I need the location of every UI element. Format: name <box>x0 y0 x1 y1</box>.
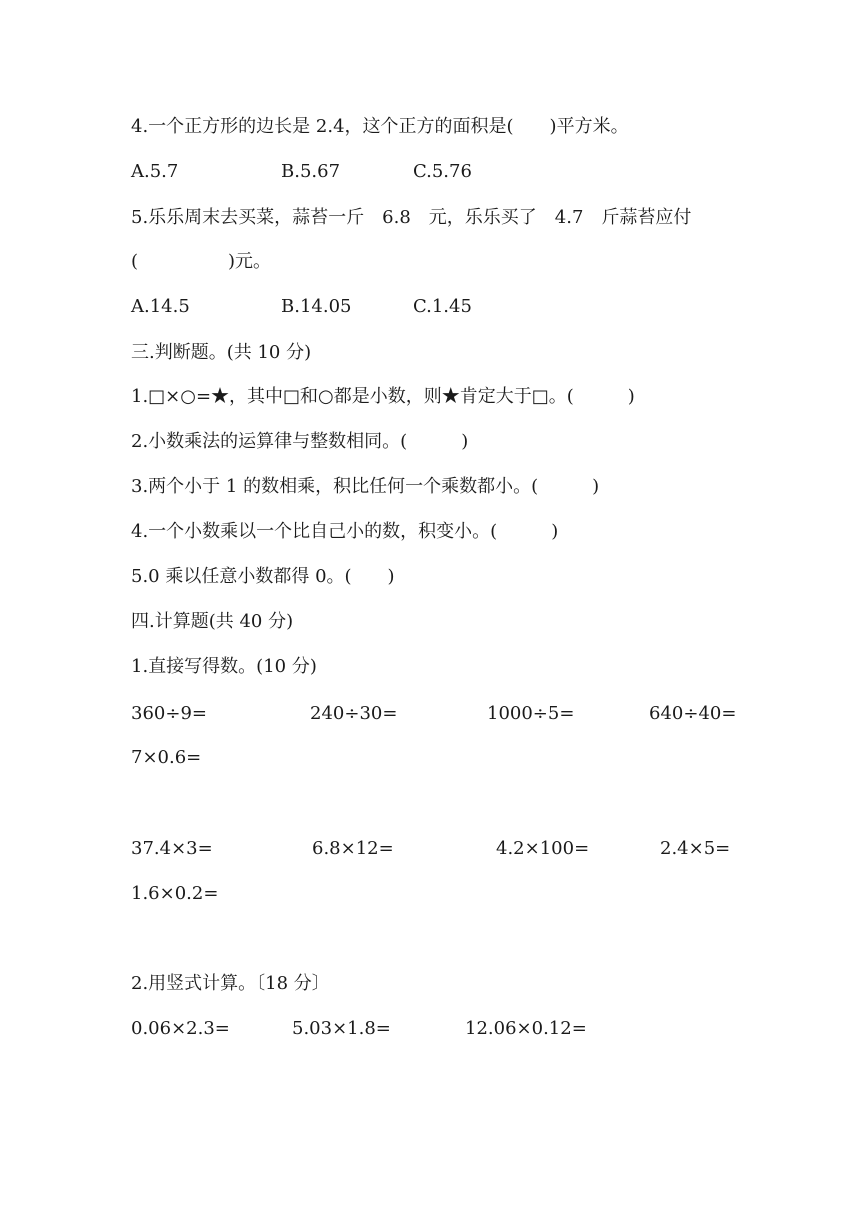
oral-calc-item: 360÷9= <box>131 703 207 724</box>
vertical-calc-item: 5.03×1.8= <box>292 1018 391 1039</box>
question-4-option-a: A.5.7 <box>131 161 179 182</box>
question-4-option-b: B.5.67 <box>281 161 341 182</box>
judgement-item-1: 1.□×○=★，其中□和○都是小数，则★肯定大于□。( ) <box>131 386 635 407</box>
oral-calc-item: 2.4×5= <box>660 838 731 859</box>
judgement-item-3: 3.两个小于 1 的数相乘，积比任何一个乘数都小。( ) <box>131 476 600 497</box>
question-5-option-a: A.14.5 <box>131 296 190 317</box>
question-4-option-c: C.5.76 <box>413 161 472 182</box>
section-4-title: 四.计算题(共 40 分) <box>131 611 294 632</box>
part-2-title: 2.用竖式计算。〔18 分〕 <box>131 973 330 994</box>
question-5-stem-line2: ( )元。 <box>131 251 272 272</box>
vertical-calc-item: 12.06×0.12= <box>465 1018 587 1039</box>
oral-calc-item: 7×0.6= <box>131 747 202 768</box>
vertical-calc-item: 0.06×2.3= <box>131 1018 230 1039</box>
question-4-stem: 4.一个正方形的边长是 2.4，这个正方的面积是( )平方米。 <box>131 116 629 137</box>
judgement-item-2: 2.小数乘法的运算律与整数相同。( ) <box>131 431 469 452</box>
oral-calc-item: 1000÷5= <box>487 703 575 724</box>
section-3-title: 三.判断题。(共 10 分) <box>131 342 312 363</box>
part-1-title: 1.直接写得数。(10 分) <box>131 656 317 677</box>
question-5-stem-line1: 5.乐乐周末去买菜，蒜苔一斤 6.8 元，乐乐买了 4.7 斤蒜苔应付 <box>131 207 692 228</box>
question-5-option-b: B.14.05 <box>281 296 352 317</box>
question-5-option-c: C.1.45 <box>413 296 472 317</box>
oral-calc-item: 240÷30= <box>310 703 398 724</box>
oral-calc-item: 640÷40= <box>649 703 737 724</box>
judgement-item-5: 5.0 乘以任意小数都得 0。( ) <box>131 566 395 587</box>
oral-calc-item: 6.8×12= <box>312 838 394 859</box>
oral-calc-item: 1.6×0.2= <box>131 883 219 904</box>
judgement-item-4: 4.一个小数乘以一个比自己小的数，积变小。( ) <box>131 521 559 542</box>
oral-calc-item: 37.4×3= <box>131 838 213 859</box>
oral-calc-item: 4.2×100= <box>496 838 590 859</box>
